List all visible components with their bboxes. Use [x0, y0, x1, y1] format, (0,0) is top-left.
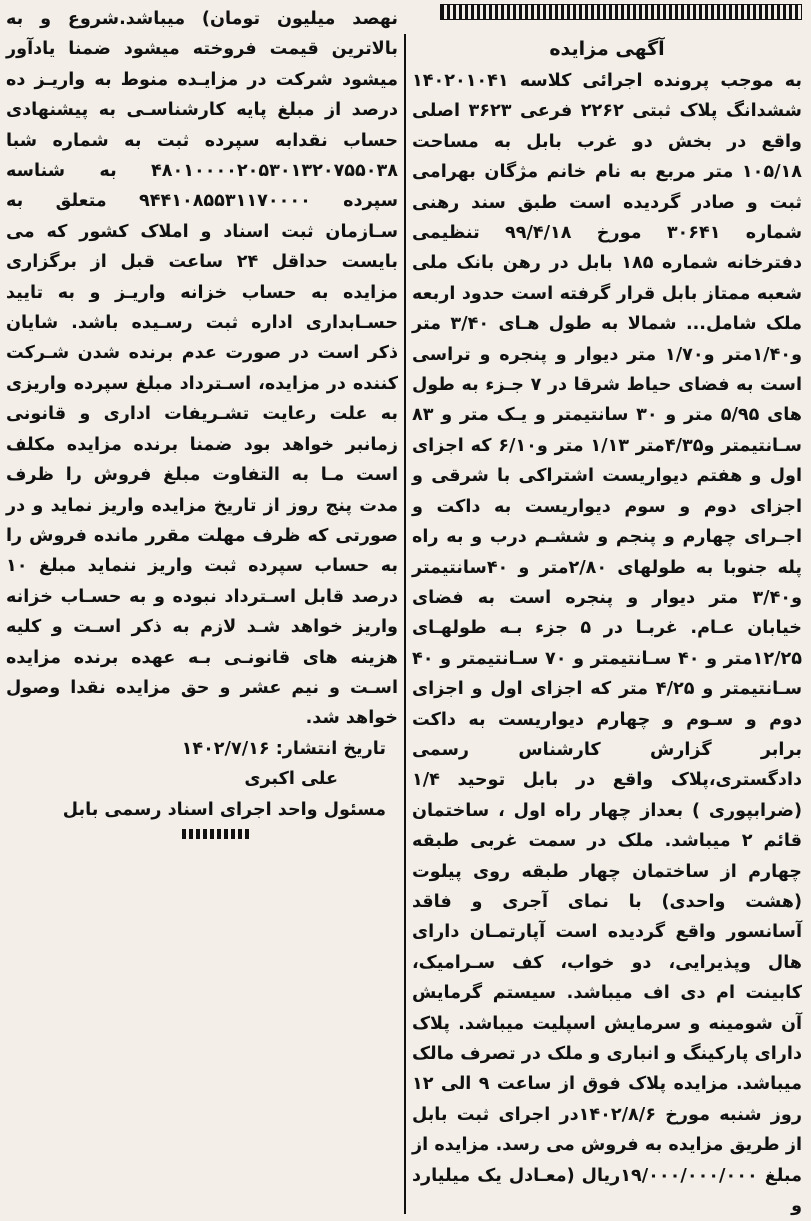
notice-body-right: به موجب پرونده اجرائی کلاسه ۱۴۰۲۰۱۰۴۱ ششدانگ پلاک ثبتی ۲۲۶۲ فرعی ۳۶۲۳ اصلی واقع در بخش دو غرب بابل به مساحت ۱۰۵/۱۸ متر مربع به نام خانم مژگان بهرامی ثبت و صادر گردیده است طبق سند رهنی شماره ۳۰۶۴۱ مورخ ۹۹/۴/۱۸ تنظیمی دفترخانه شماره ۱۸۵ بابل در رهن بانک ملی شعبه ممتاز بابل قرار گرفته است حدود اربعه ملک شامل... شمالا به طول هـای ۳/۴۰ متر و۱/۴۰متر و۱/۷۰ متر دیوار و پنجره و تراسی است به فضای حیاط شرقا در ۷ جـزء به طول های ۵/۹۵ متر و ۳۰ سانتیمتر و یـک متر و ۸۳ سـانتیمتر و۴/۳۵متر ۱/۱۳ متر و۶/۱۰ که اجزای اول و هفتم دیواریست اشتراکی با شرقی و اجزای دوم و سوم دیواریست به داکت و اجـرای چهارم و پنجم و ششـم درب و به راه پله جنوبا به طولهای ۲/۸۰متر و ۴۰سانتیمتر و۳/۴۰ متر دیوار و پنجره است به فضای خیابان عـام. غربـا در ۵ جزء بـه طولهـای ۱۲/۲۵متر و ۴۰ سـانتیمتر و ۷۰ سـانتیمتر و ۴۰ سـانتیمتر و ۴/۲۵ متر که اجزای اول و اجزای دوم و سـوم و چهارم دیواریست به داکت برابر گزارش کارشناس رسمی دادگستری،پلاک واقع در بابل توحید ۱/۴ (ضرابپوری ) بعداز چهار راه اول ، ساختمان قائم ۲ میباشد. ملک در سمت غربی طبقه چهارم از ساختمان چهار طبقه روی پیلوت (هشت واحدی) با نمای آجری و فاقد آسانسور واقع گردیده است آپارتمـان دارای هال وپذیرایی، دو خواب، کف سـرامیک، کابینت ام دی اف میباشد. سیستم گرمایش آن شومینه و سرمایش اسپلیت میباشد. پلاک دارای پارکینگ و انباری و ملک در تصرف مالک میباشد. مزایده پلاک فوق از ساعت ۹ الی ۱۲ روز شنبه مورخ ۱۴۰۲/۸/۶در اجرای ثبت بابل از طریق مزایده به فروش می رسد. مزایده از مبلغ ۱۹/۰۰۰/۰۰۰/۰۰۰ریال (معـادل یک میلیارد و	[412, 71, 803, 1217]
header-rule	[440, 4, 802, 20]
signature-block	[6, 734, 398, 825]
end-mark	[182, 828, 252, 840]
signer-title: مسئول واحد اجرای اسناد رسمی بابل	[62, 799, 386, 820]
signer-name: علی اکبری	[244, 769, 338, 790]
notice-body-left: نهصد میلیون تومان) میباشد.شروع و به بالاترین قیمت فروخته میشود ضمنا یادآور میشود شرکت در مزایـده منوط به واریـز ده درصد از مبلغ پایه کارشناسـی به پیشنهادی حساب نقدابه سپرده ثبت به شماره شبا ۴۸۰۱۰۰۰۰۲۰۵۳۰۱۳۲۰۷۵۵۰۳۸ به شناسه سپرده ۹۴۴۱۰۸۵۵۳۱۱۷۰۰۰۰ متعلق به سـازمان ثبت اسناد و املاک کشور که می بایست حداقل ۲۴ ساعت قبل از برگزاری مزایده به حساب خزانه واریـز و به تایید حسـابداری اداره ثبت رسـیده باشد. شایان ذکر است در صورت عدم برنده شدن شـرکت کننده در مزایده، اسـترداد مبلغ سپرده واریزی به علت رعایت تشـریفات اداری و قانونی زمانبر خواهد بود ضمنا برنده مزایده مکلف است مـا به التفاوت مبلغ فروش را ظرف مدت پنج روز از تاریخ مزایده واریز نماید و در صورتی که ظرف مهلت مقرر مانده فروش را به حساب سپرده ثبت واریز ننماید مبلغ ۱۰ درصد قابل اسـترداد نبوده و به حسـاب خزانه واریز خواهد شـد لازم به ذکر اسـت و کلیه هزینه های قانونـی بـه عهده برنده مزایده اسـت و نیم عشر و حق مزایده نقدا وصول خواهد شد.	[6, 9, 399, 729]
notice-title: آگهی مزایده	[549, 38, 665, 60]
left-column	[6, 4, 398, 825]
end-mark-bar	[182, 829, 252, 839]
publish-date: تاریخ انتشار: ۱۴۰۲/۷/۱۶	[181, 738, 386, 759]
right-column	[404, 34, 803, 1217]
